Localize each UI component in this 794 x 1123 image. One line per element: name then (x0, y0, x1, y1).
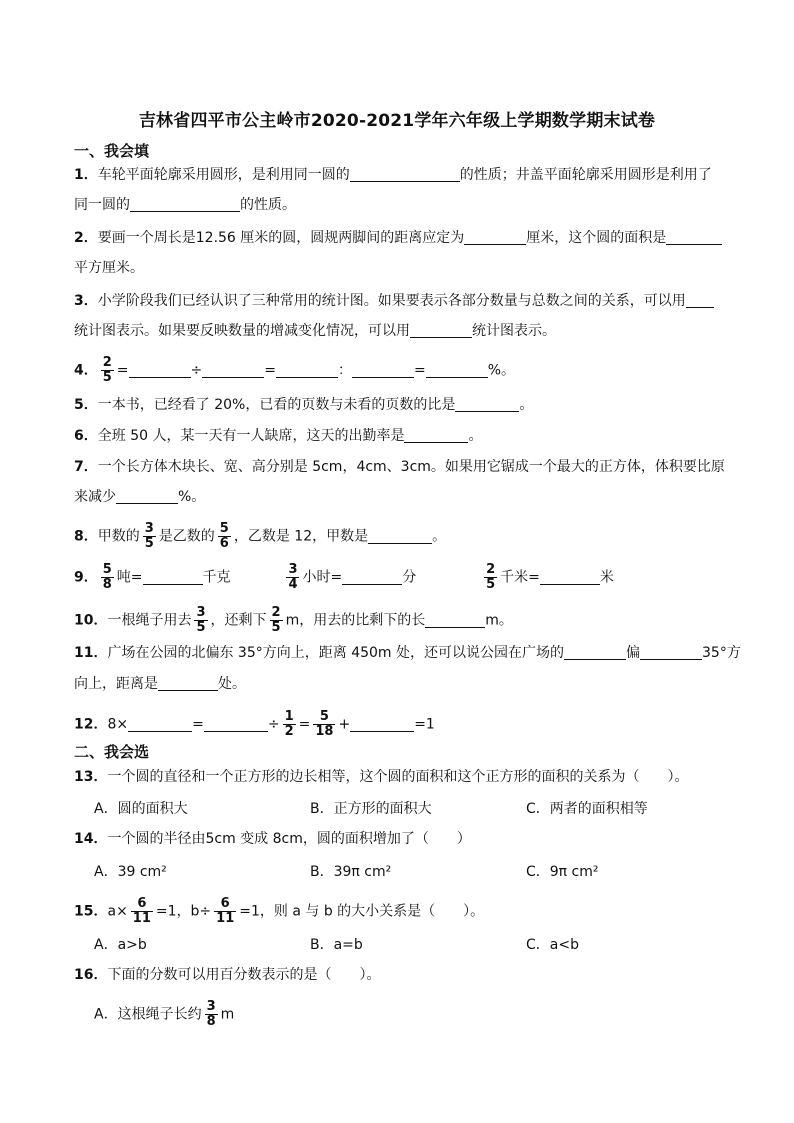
answer-blank[interactable] (158, 675, 218, 691)
option-c[interactable]: C．a<b (526, 937, 579, 953)
answer-blank[interactable] (666, 229, 722, 245)
question-11-cont: 向上，距离是 处。 (74, 676, 246, 692)
option-b[interactable]: B．39π cm² (310, 864, 392, 880)
question-14: 14．一个圆的半径由5cm 变成 8cm，圆的面积增加了（ ） (74, 831, 471, 847)
answer-blank[interactable] (455, 396, 519, 412)
answer-blank[interactable] (202, 362, 264, 378)
question-11: 11．广场在公园的北偏东 35°方向上，距离 450m 处，还可以说公园在广场的 偏 35°方 (74, 645, 741, 661)
fraction: $\frac{1}{2}$ (284, 709, 294, 739)
answer-blank[interactable] (143, 569, 203, 585)
option-b[interactable]: B．a=b (310, 937, 363, 953)
answer-blank[interactable] (404, 427, 468, 443)
fraction: $\frac{5}{8}$ (102, 562, 112, 592)
answer-blank[interactable] (129, 362, 191, 378)
question-12: 12．8× = ÷ $\frac{1}{2}$ = $\frac{5}{18}$ + =1 (74, 709, 435, 739)
question-13: 13．一个圆的直径和一个正方形的边长相等，这个圆的面积和这个正方形的面积的关系为（ ）。 (74, 769, 689, 785)
fraction: $\frac{2}{5}$ (486, 562, 496, 592)
answer-blank[interactable] (116, 488, 178, 504)
option-c[interactable]: C．9π cm² (526, 864, 599, 880)
question-2-cont: 平方厘米。 (74, 260, 144, 276)
answer-blank[interactable] (640, 644, 702, 660)
fraction: $\frac{5}{18}$ (315, 709, 334, 739)
fraction: $\frac{6}{11}$ (132, 896, 151, 926)
fraction: $\frac{2}{5}$ (271, 605, 281, 635)
page-title: 吉林省四平市公主岭市2020-2021学年六年级上学期数学期末试卷 (138, 111, 656, 131)
option-a[interactable]: A．圆的面积大 (94, 801, 188, 817)
answer-blank[interactable] (368, 528, 432, 544)
answer-blank[interactable] (342, 569, 402, 585)
option-b[interactable]: B．正方形的面积大 (310, 801, 432, 817)
question-1-cont: 同一圆的 的性质。 (74, 197, 296, 213)
question-9: 9． $\frac{5}{8}$ 吨= 千克 $\frac{3}{4}$ 小时= 分 $\frac{2}{5}$ 千米= 米 (74, 562, 614, 592)
answer-blank[interactable] (464, 229, 526, 245)
fraction: $\frac{3}{5}$ (144, 521, 154, 551)
fraction: $\frac{3}{8}$ (206, 999, 216, 1029)
answer-blank[interactable] (410, 322, 472, 338)
answer-blank[interactable] (130, 196, 240, 212)
question-8: 8．甲数的 $\frac{3}{5}$ 是乙数的 $\frac{5}{6}$ ，乙数是 12，甲数是 。 (74, 521, 447, 551)
fraction: $\frac{3}{5}$ (196, 605, 206, 635)
section-choice-heading: 二、我会选 (74, 743, 150, 761)
answer-blank[interactable] (352, 362, 414, 378)
answer-blank[interactable] (204, 716, 268, 732)
fraction: $\frac{6}{11}$ (216, 896, 235, 926)
question-1: 1．车轮平面轮廓采用圆形，是利用同一圆的 的性质；井盖平面轮廓采用圆形是利用了 (74, 167, 712, 183)
question-15: 15．a× $\frac{6}{11}$ =1，b÷ $\frac{6}{11}$ =1，则 a 与 b 的大小关系是（ ）。 (74, 896, 485, 926)
answer-blank[interactable] (686, 292, 714, 308)
answer-blank[interactable] (350, 716, 414, 732)
question-5: 5．一本书，已经看了 20%，已看的页数与未看的页数的比是 。 (74, 397, 534, 413)
answer-blank[interactable] (350, 166, 460, 182)
question-16: 16．下面的分数可以用百分数表示的是（ ）。 (74, 967, 381, 983)
question-3-cont: 统计图表示。如果要反映数量的增减变化情况，可以用 统计图表示。 (74, 323, 556, 339)
question-7: 7．一个长方体木块长、宽、高分别是 5cm，4cm、3cm。如果用它锯成一个最大的正方体，体积要比原 (74, 459, 725, 475)
fraction: $\frac{5}{6}$ (219, 521, 229, 551)
option-a[interactable]: A．a>b (94, 937, 147, 953)
option-a[interactable]: A．39 cm² (94, 864, 167, 880)
fraction: $\frac{3}{4}$ (288, 562, 298, 592)
answer-blank[interactable] (128, 716, 192, 732)
answer-blank[interactable] (540, 569, 600, 585)
option-a[interactable]: A．这根绳子长约 $\frac{3}{8}$ m (94, 999, 235, 1029)
question-7-cont: 来减少 %。 (74, 489, 206, 505)
answer-blank[interactable] (564, 644, 626, 660)
question-10: 10．一根绳子用去 $\frac{3}{5}$ ，还剩下 $\frac{2}{5}$ m，用去的比剩下的长 m。 (74, 605, 513, 635)
answer-blank[interactable] (425, 612, 485, 628)
question-4: 4． $\frac{2}{5}$ = ÷ = ： = %。 (74, 355, 516, 385)
option-c[interactable]: C．两者的面积相等 (526, 801, 648, 817)
section-fill-in-heading: 一、我会填 (74, 142, 150, 160)
question-3: 3．小学阶段我们已经认识了三种常用的统计图。如果要表示各部分数量与总数之间的关系，可以用 (74, 291, 754, 311)
fraction: $\frac{2}{5}$ (102, 355, 112, 385)
answer-blank[interactable] (276, 362, 338, 378)
answer-blank[interactable] (426, 362, 488, 378)
question-6: 6．全班 50 人，某一天有一人缺席，这天的出勤率是 。 (74, 428, 483, 444)
question-2: 2．要画一个周长是12.56 厘米的圆，圆规两脚间的距离应定为 厘米，这个圆的面积是 (74, 228, 754, 248)
